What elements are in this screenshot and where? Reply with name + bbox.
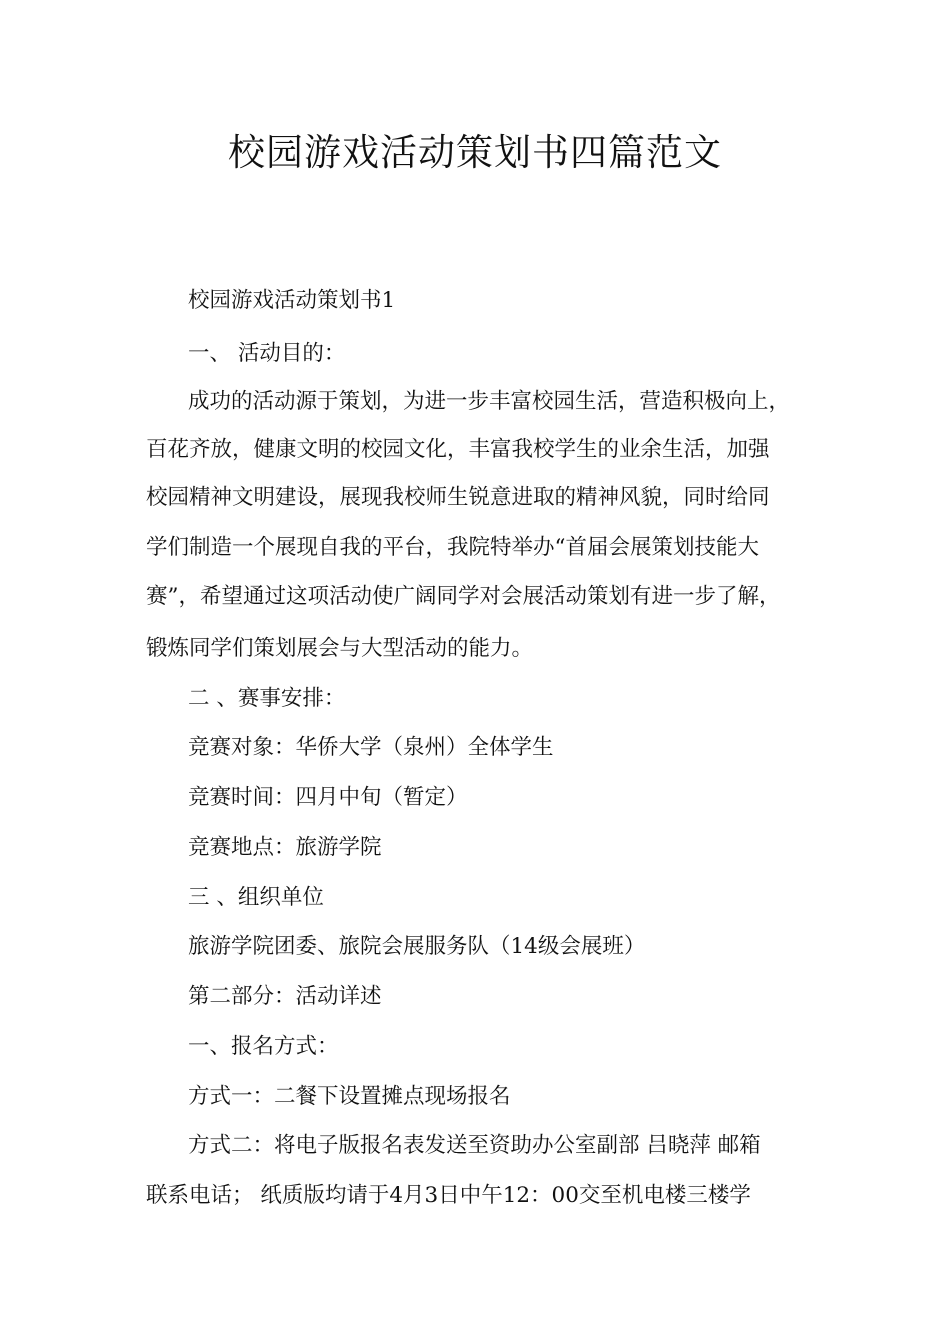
paragraph-line: 赛”，希望通过这项活动使广阔同学对会展活动策划有进一步了解， — [146, 584, 781, 609]
text-line: 方式二：将电子版报名表发送至资助办公室副部 吕晓萍 邮箱 — [188, 1133, 761, 1158]
paragraph-line: 校园精神文明建设，展现我校师生锐意进取的精神风貌，同时给同 — [146, 485, 770, 510]
text-line: 联系电话； 纸质版均请于4月3日中午12：00交至机电楼三楼学 — [146, 1183, 751, 1208]
heading-schedule: 二 、赛事安排： — [188, 686, 346, 711]
text-line: 竞赛地点：旅游学院 — [188, 835, 382, 860]
section-heading: 第二部分：活动详述 — [188, 984, 382, 1009]
text-line: 竞赛对象：华侨大学（泉州）全体学生 — [188, 735, 554, 760]
text-line: 竞赛时间：四月中旬（暂定） — [188, 785, 468, 810]
heading-organizer: 三 、组织单位 — [188, 885, 324, 910]
paragraph-line: 成功的活动源于策划，为进一步丰富校园生活，营造积极向上， — [188, 389, 791, 414]
heading-purpose: 一、 活动目的： — [188, 341, 346, 366]
document-title: 校园游戏活动策划书四篇范文 — [228, 131, 722, 174]
paragraph-line: 锻炼同学们策划展会与大型活动的能力。 — [146, 636, 534, 661]
paragraph-line: 百花齐放，健康文明的校园文化，丰富我校学生的业余生活，加强 — [146, 437, 770, 462]
text-line: 方式一：二餐下设置摊点现场报名 — [188, 1084, 511, 1109]
section-heading: 校园游戏活动策划书1 — [188, 288, 396, 313]
paragraph-line: 学们制造一个展现自我的平台，我院特举办“首届会展策划技能大 — [146, 535, 759, 560]
heading-registration: 一、报名方式： — [188, 1034, 339, 1059]
text-line: 旅游学院团委、旅院会展服务队（14级会展班） — [188, 934, 646, 959]
